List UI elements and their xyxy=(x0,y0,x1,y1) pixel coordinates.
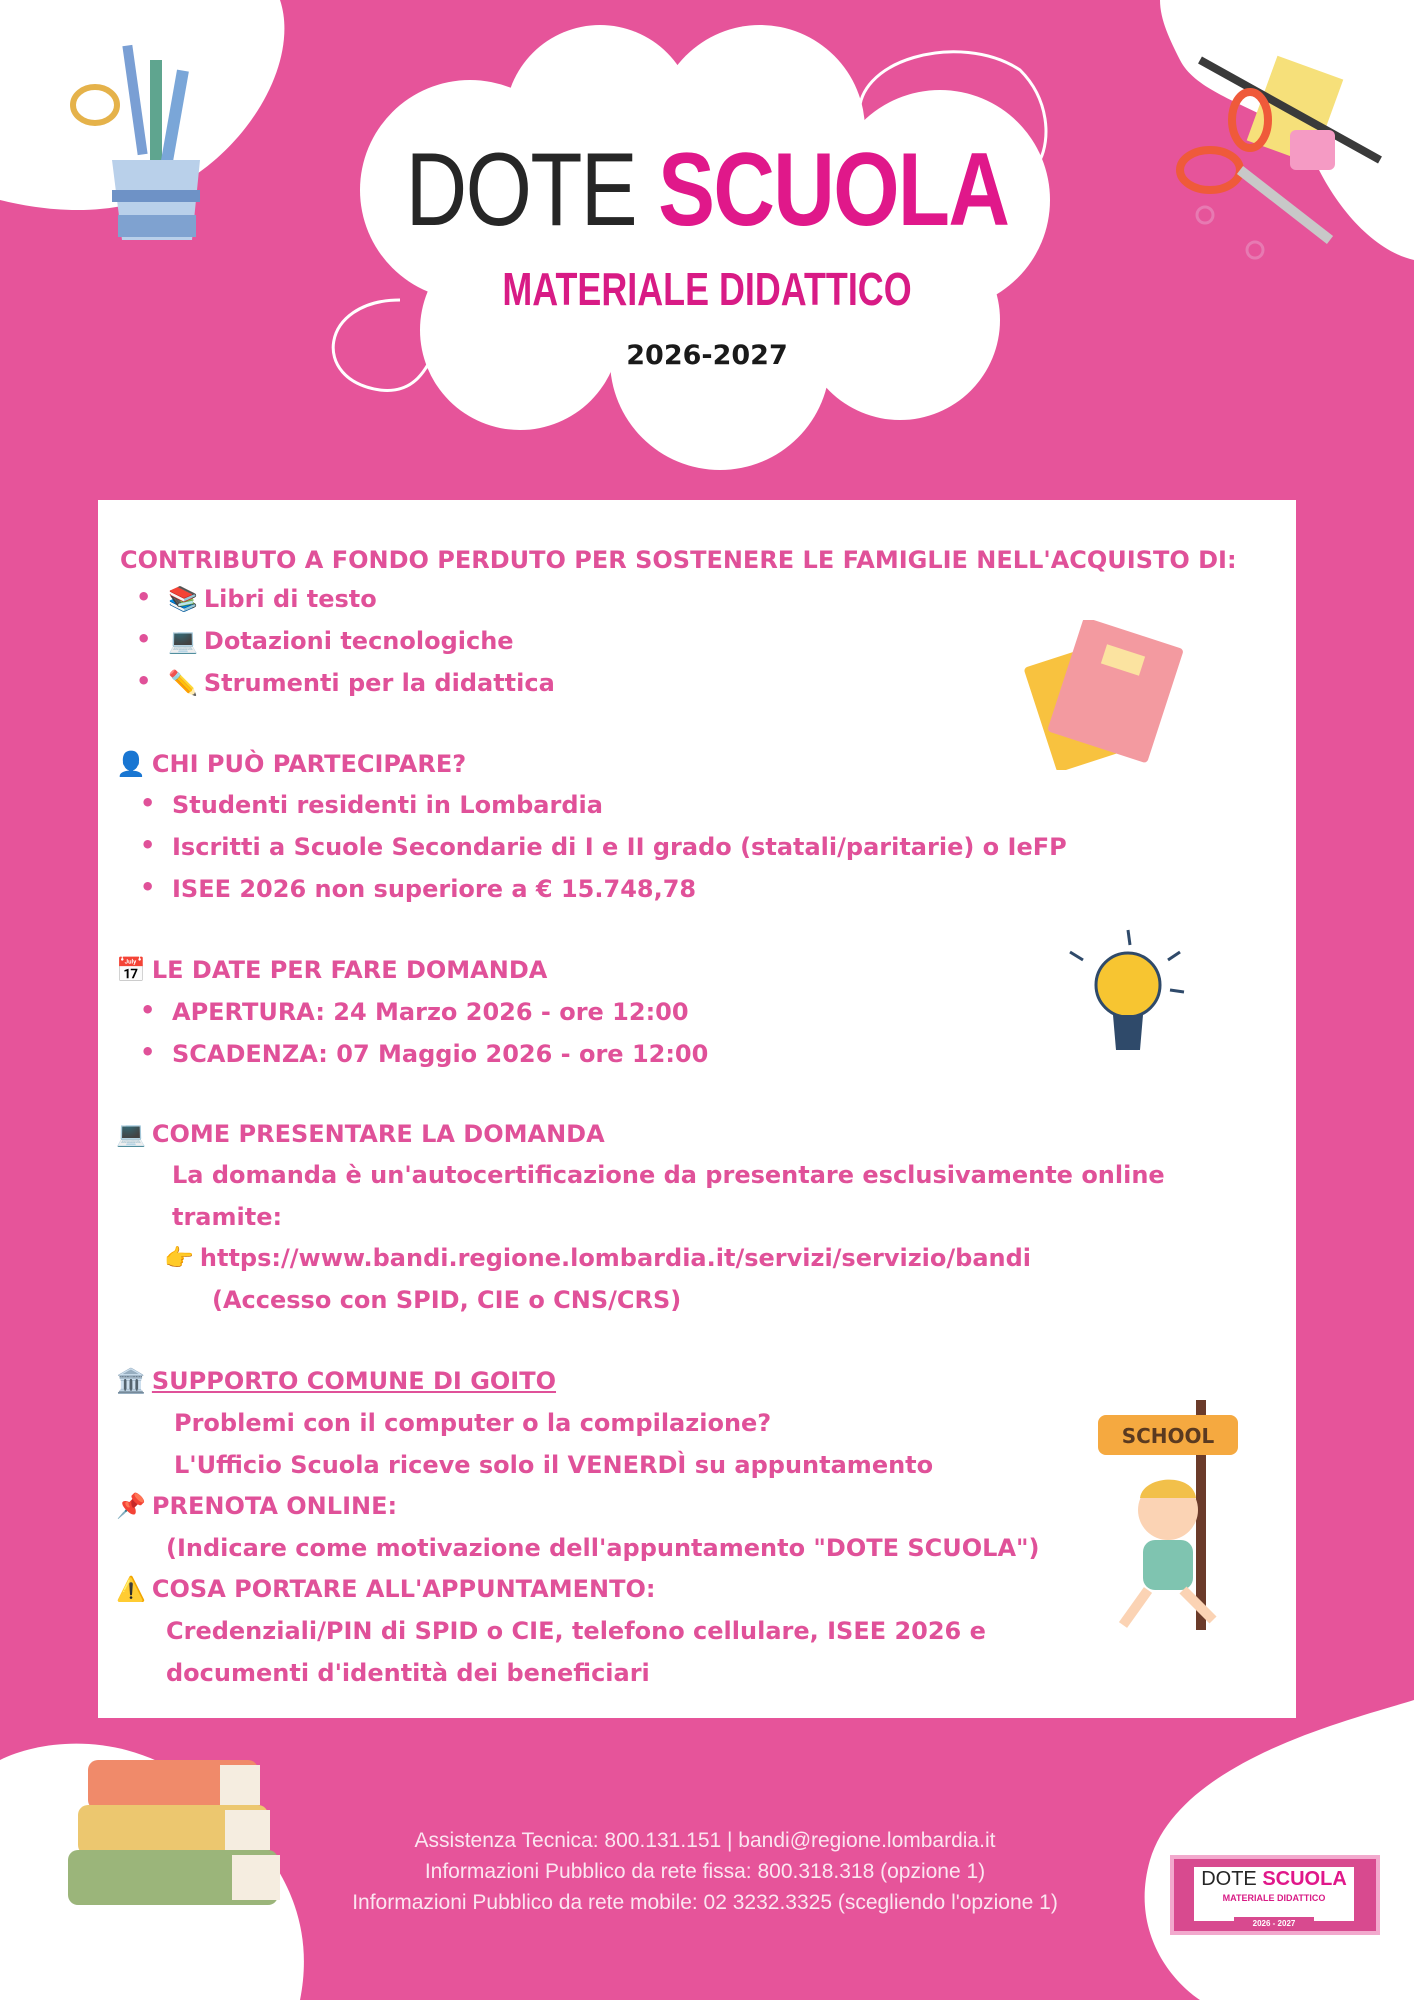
calendar-icon: 📅 xyxy=(116,956,146,984)
how-text: tramite: xyxy=(172,1203,283,1231)
person-icon: 👤 xyxy=(116,750,146,778)
list-item: • Iscritti a Scuole Secondarie di I e II grado (statali/paritarie) o IeFP xyxy=(172,835,1067,859)
badge-subtitle: MATERIALE DIDATTICO xyxy=(1222,1893,1326,1903)
school-year: 2026-2027 xyxy=(626,340,788,371)
bring-text: documenti d'identità dei beneficiari xyxy=(166,1659,650,1687)
bring-text: Credenziali/PIN di SPID o CIE, telefono cellulare, ISEE 2026 e xyxy=(166,1617,986,1645)
page-title xyxy=(127,132,1286,248)
title-dote: DOTE xyxy=(405,132,637,248)
laptop-icon: 💻 xyxy=(116,1120,146,1148)
books-icon: 📚 xyxy=(168,585,198,613)
footer-line: Informazioni Pubblico da rete mobile: 02 3232.3325 (scegliendo l'opzione 1) xyxy=(352,1891,1058,1914)
town-hall-icon: 🏛️ xyxy=(116,1367,146,1395)
how-text: La domanda è un'autocertificazione da presentare esclusivamente online xyxy=(172,1161,1165,1189)
pointing-hand-icon: 👉 xyxy=(164,1244,194,1272)
badge-inner xyxy=(1194,1867,1354,1921)
lightbulb-illustration xyxy=(1058,920,1188,1080)
badge-title: DOTE SCUOLA xyxy=(1201,1868,1347,1890)
footer-line: Informazioni Pubblico da rete fissa: 800.318.318 (opzione 1) xyxy=(424,1860,986,1883)
pencil-icon: ✏️ xyxy=(168,669,198,697)
who-heading: 👤 CHI PUÒ PARTECIPARE? xyxy=(116,750,467,778)
list-item: • 📚 Libri di testo xyxy=(168,587,377,611)
page-subtitle: MATERIALE DIDATTICO xyxy=(502,263,912,315)
title-scuola: SCUOLA xyxy=(658,132,1009,248)
badge-years: 2026 - 2027 xyxy=(1234,1917,1314,1930)
bandi-link[interactable]: 👉 https://www.bandi.regione.lombardia.it/servizi/servizio/bandi xyxy=(164,1244,1032,1272)
bottom-right-blob xyxy=(1145,1700,1414,2000)
how-heading: 💻 COME PRESENTARE LA DOMANDA xyxy=(116,1120,605,1148)
support-text: L'Ufficio Scuola riceve solo il VENERDÌ su appuntamento xyxy=(174,1451,934,1479)
access-note: (Accesso con SPID, CIE o CNS/CRS) xyxy=(212,1286,682,1314)
dote-scuola-badge xyxy=(1170,1855,1380,1935)
school-kid-illustration xyxy=(1088,1390,1268,1650)
pushpin-icon: 📌 xyxy=(116,1492,146,1520)
bring-heading: ⚠️ COSA PORTARE ALL'APPUNTAMENTO: xyxy=(116,1575,656,1603)
notebooks-illustration xyxy=(1018,620,1188,770)
dates-heading: 📅 LE DATE PER FARE DOMANDA xyxy=(116,956,548,984)
list-item: • Studenti residenti in Lombardia xyxy=(172,793,603,817)
list-item: • ✏️ Strumenti per la didattica xyxy=(168,671,555,695)
laptop-icon: 💻 xyxy=(168,627,198,655)
list-item: • APERTURA: 24 Marzo 2026 - ore 12:00 xyxy=(172,1000,689,1024)
book-online-note: (Indicare come motivazione dell'appuntamento "DOTE SCUOLA") xyxy=(166,1534,1040,1562)
school-sign-label: SCHOOL xyxy=(1121,1424,1215,1448)
list-item: • SCADENZA: 07 Maggio 2026 - ore 12:00 xyxy=(172,1042,708,1066)
support-text: Problemi con il computer o la compilazione? xyxy=(174,1409,772,1437)
support-heading: 🏛️ SUPPORTO COMUNE DI GOITO xyxy=(116,1367,557,1395)
list-item: • ISEE 2026 non superiore a € 15.748,78 xyxy=(172,877,696,901)
intro-heading: CONTRIBUTO A FONDO PERDUTO PER SOSTENERE LE FAMIGLIE NELL'ACQUISTO DI: xyxy=(120,546,1237,574)
footer-line: Assistenza Tecnica: 800.131.151 | bandi@regione.lombardia.it xyxy=(414,1829,996,1852)
book-online-heading: 📌 PRENOTA ONLINE: xyxy=(116,1492,398,1520)
content-card xyxy=(98,500,1296,1718)
books-stack-illustration xyxy=(68,1760,280,1905)
list-item: • 💻 Dotazioni tecnologiche xyxy=(168,629,514,653)
footer-contacts xyxy=(320,1825,1090,1918)
warning-icon: ⚠️ xyxy=(116,1575,146,1603)
